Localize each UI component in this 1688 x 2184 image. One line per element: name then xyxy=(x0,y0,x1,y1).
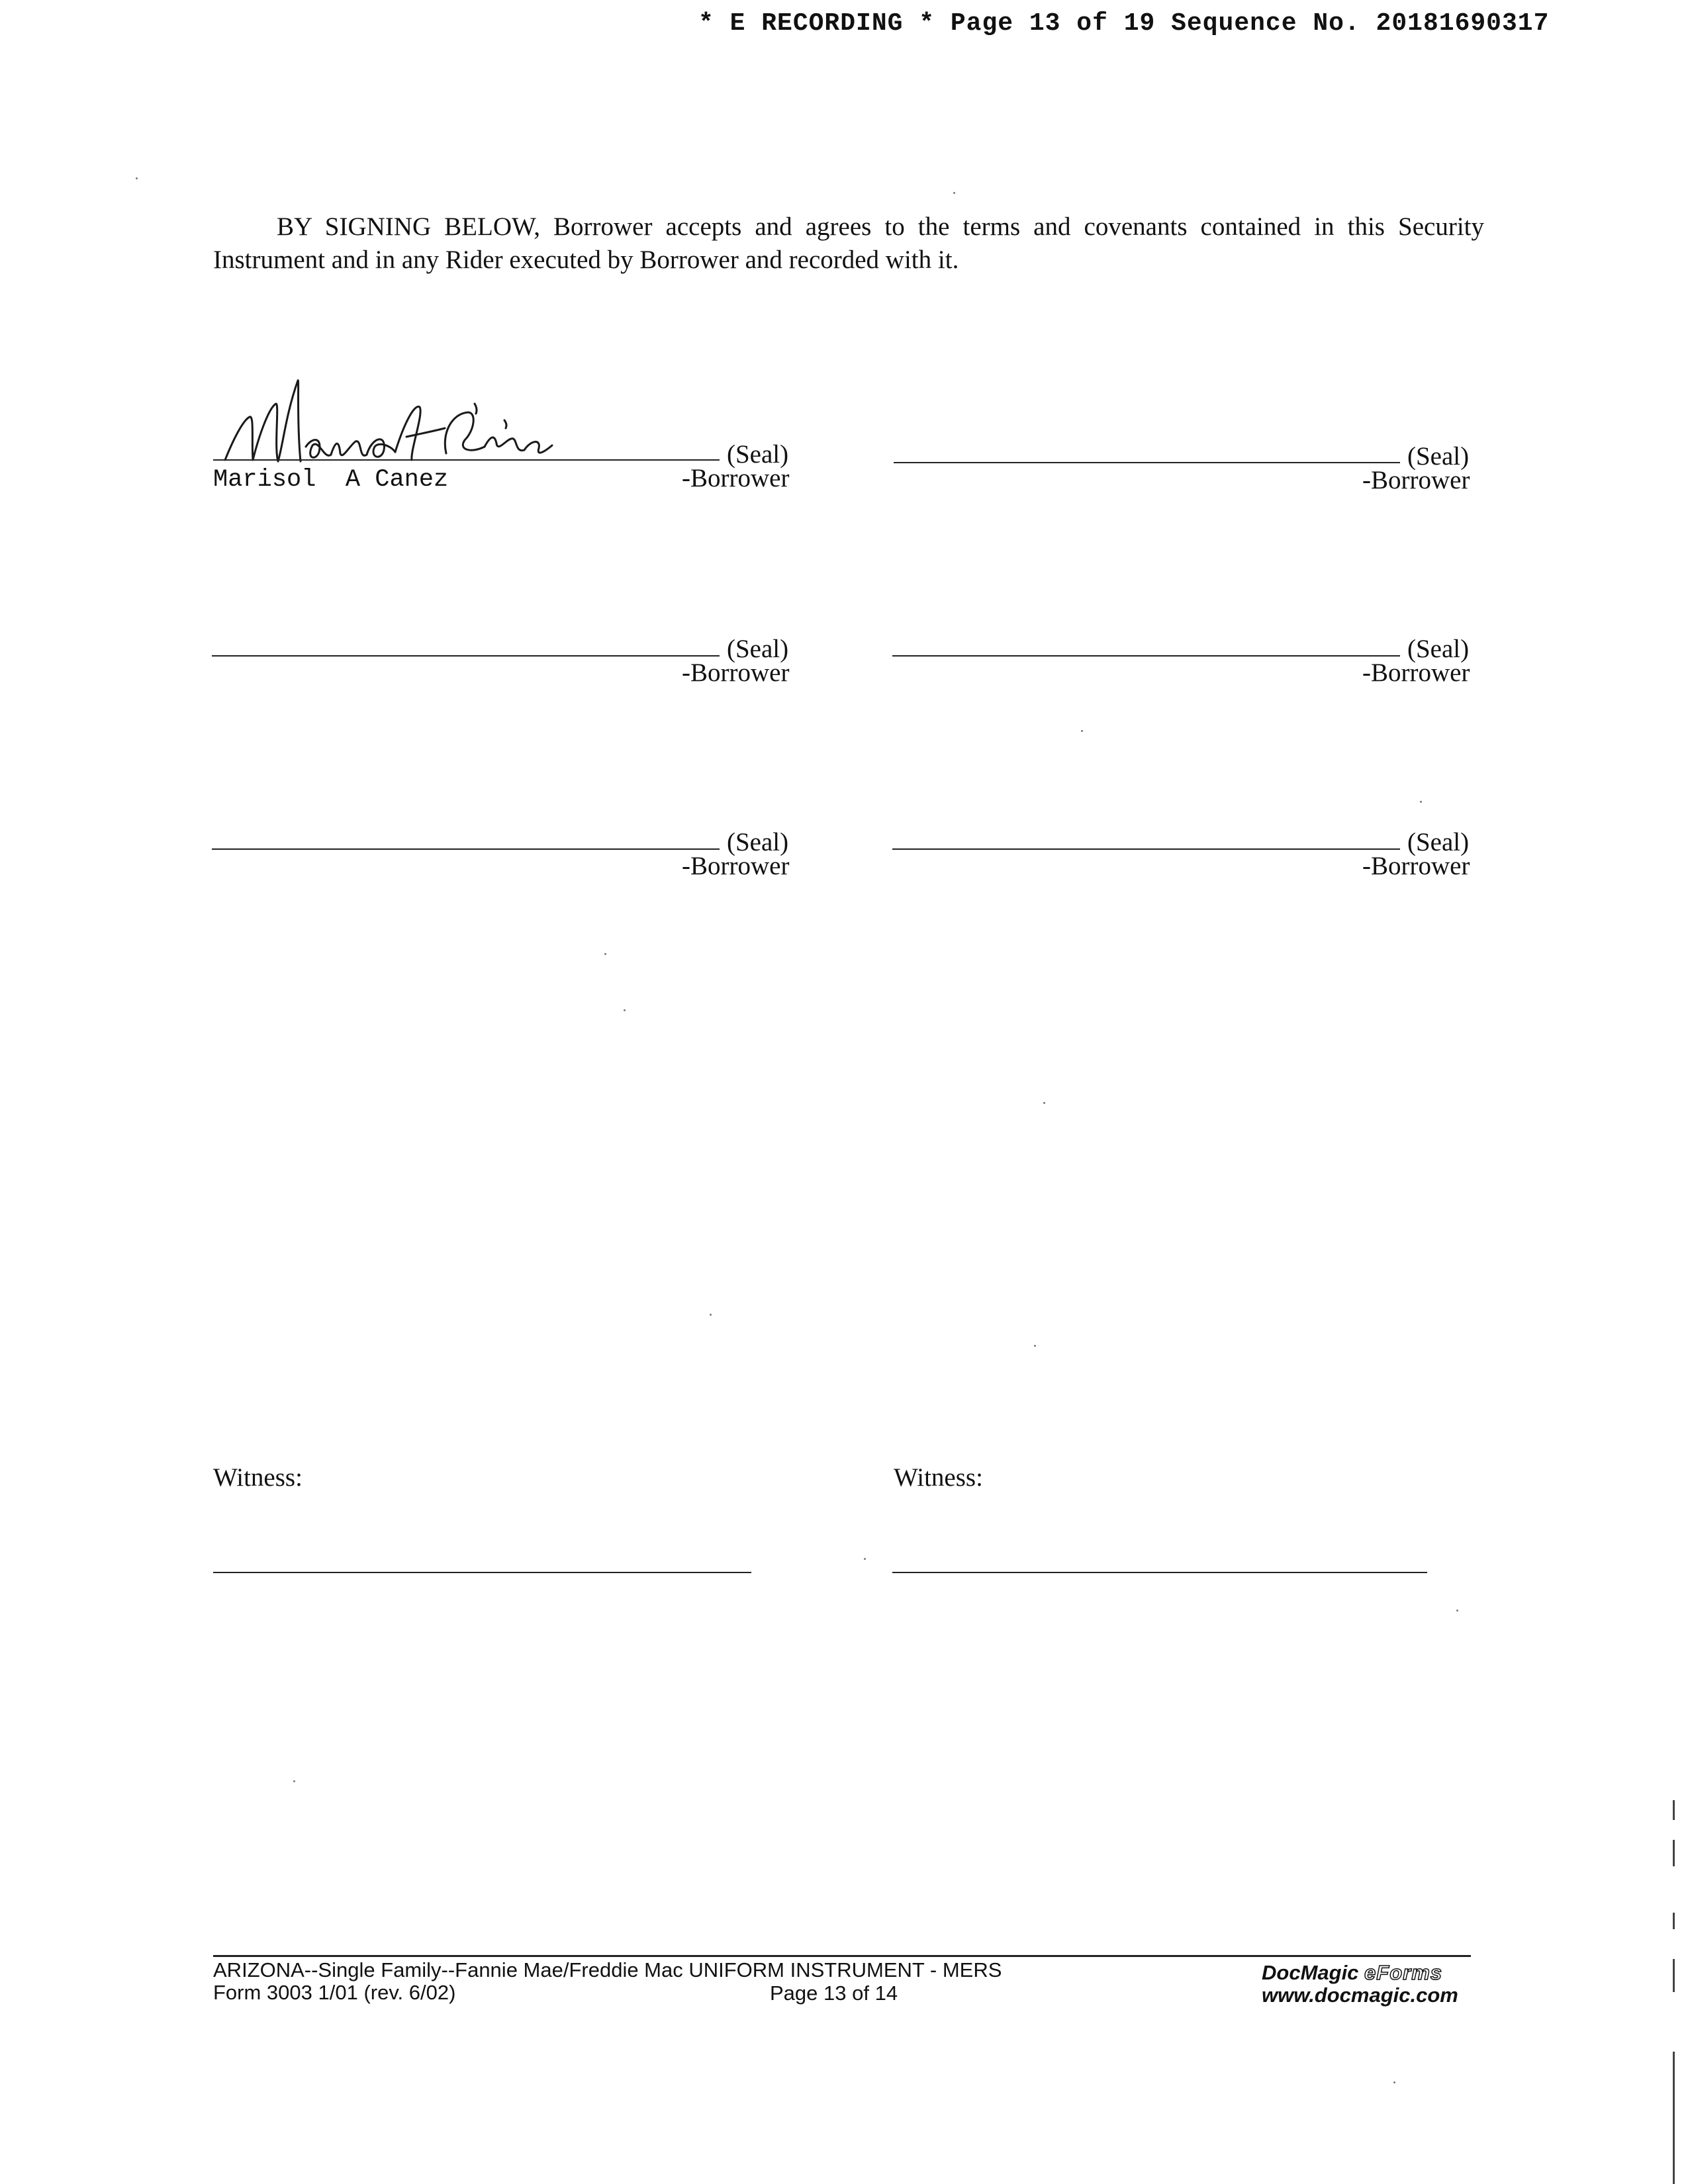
brand-name: DocMagic xyxy=(1262,1961,1359,1984)
seal-label: (Seal) xyxy=(727,828,789,856)
scan-speck xyxy=(1043,1102,1045,1104)
scan-speck xyxy=(604,953,606,955)
borrower-label: -Borrower xyxy=(1362,659,1470,687)
scan-speck xyxy=(1456,1610,1458,1612)
borrower-label: -Borrower xyxy=(682,659,790,687)
footer-form-number: Form 3003 1/01 (rev. 6/02) xyxy=(213,1981,456,2004)
docmagic-logo xyxy=(1262,1962,1458,2007)
signature-line-6[interactable] xyxy=(892,848,1400,850)
scan-edge-mark xyxy=(1673,2052,1675,2184)
scan-speck xyxy=(1081,730,1083,732)
borrower-label: -Borrower xyxy=(682,852,790,880)
borrower-label: -Borrower xyxy=(1362,852,1470,880)
scan-speck xyxy=(1034,1345,1036,1347)
scan-speck xyxy=(710,1314,712,1316)
signature-line-5[interactable] xyxy=(212,848,720,850)
footer-page-number: Page 13 of 14 xyxy=(770,1981,898,2005)
seal-label: (Seal) xyxy=(1407,442,1470,471)
signature-line-4[interactable] xyxy=(892,655,1400,657)
acceptance-paragraph xyxy=(213,210,1484,277)
witness-line-2[interactable] xyxy=(892,1572,1427,1573)
brand-url: www.docmagic.com xyxy=(1262,1983,1458,2007)
borrower-label: -Borrower xyxy=(1362,466,1470,494)
seal-label: (Seal) xyxy=(727,440,789,469)
scan-speck xyxy=(624,1009,626,1011)
signature-line-2[interactable] xyxy=(894,462,1400,463)
seal-label: (Seal) xyxy=(1407,828,1470,856)
signature-line-3[interactable] xyxy=(212,655,720,657)
footer-rule xyxy=(213,1955,1471,1957)
scan-edge-mark xyxy=(1673,1959,1675,1992)
scan-speck xyxy=(136,177,138,179)
acceptance-text: BY SIGNING BELOW, Borrower accepts and agrees to the terms and covenants contained in this Security Instrument and in any Rider executed by Borrower and recorded with it. xyxy=(213,212,1484,274)
witness-label: Witness: xyxy=(213,1463,303,1492)
signer-name: Marisol A Canez xyxy=(213,466,449,494)
scan-edge-mark xyxy=(1673,1800,1675,1820)
footer-form-title: ARIZONA--Single Family--Fannie Mae/Freddie Mac UNIFORM INSTRUMENT - MERS xyxy=(213,1958,1002,1981)
seal-label: (Seal) xyxy=(1407,635,1470,663)
scan-edge-mark xyxy=(1673,1840,1675,1866)
witness-line-1[interactable] xyxy=(213,1572,751,1573)
borrower-label: -Borrower xyxy=(682,464,790,492)
scan-edge-mark xyxy=(1673,1913,1675,1929)
brand-product: eForms xyxy=(1364,1961,1443,1984)
scan-speck xyxy=(293,1780,295,1782)
scan-speck xyxy=(1420,801,1422,803)
signature-line-1[interactable] xyxy=(213,459,720,461)
witness-label: Witness: xyxy=(894,1463,983,1492)
scan-speck xyxy=(864,1558,866,1560)
scan-speck xyxy=(1393,2081,1395,2083)
seal-label: (Seal) xyxy=(727,635,789,663)
scan-speck xyxy=(953,192,955,194)
recording-header: * E RECORDING * Page 13 of 19 Sequence No. 20181690317 xyxy=(698,9,1550,38)
